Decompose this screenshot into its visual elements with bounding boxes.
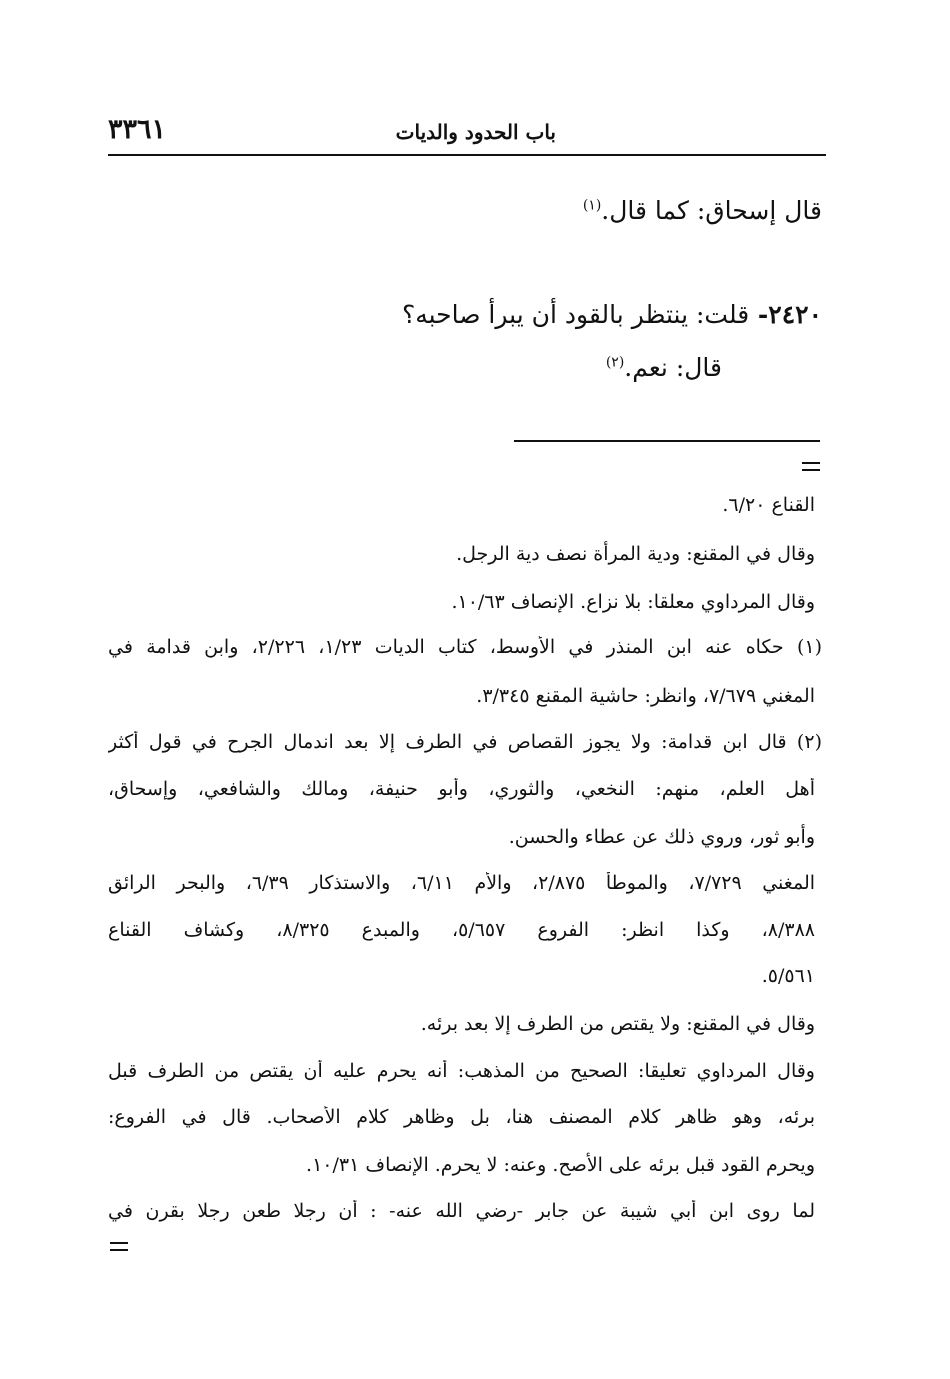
footnote-line: وقال في المقنع: ولا يقتص من الطرف إلا بعد برئه. bbox=[420, 1013, 815, 1035]
footnote-line: لما روى ابن أبي شيبة عن جابر -رضي الله عنه- : أن رجلا طعن رجلا بقرن في bbox=[108, 1200, 815, 1222]
footnote-ref-2: (٢) bbox=[605, 354, 625, 371]
footnote-line: (١) حكاه عنه ابن المنذر في الأوسط، كتاب الديات ١/٢٣، ٢/٢٢٦، وابن قدامة في bbox=[108, 636, 822, 658]
continuation-mark-bottom bbox=[110, 1242, 128, 1251]
footnote-separator bbox=[514, 440, 820, 442]
question-line bbox=[402, 300, 822, 329]
page-number: ٣٣٦١ bbox=[108, 114, 167, 145]
footnote-line: وقال المرداوي معلقا: بلا نزاع. الإنصاف ١٠/٦٣. bbox=[451, 591, 815, 613]
header-rule bbox=[108, 154, 826, 156]
footnote-line: ٥/٥٦١. bbox=[761, 965, 815, 987]
footnote-line: المغني ٧/٦٧٩، وانظر: حاشية المقنع ٣/٣٤٥. bbox=[476, 685, 815, 707]
footnote-line: وأبو ثور، وروي ذلك عن عطاء والحسن. bbox=[508, 826, 815, 848]
question-number: ٢٤٢٠- bbox=[749, 300, 822, 329]
main-line-ishaq bbox=[583, 196, 822, 225]
chapter-title: باب الحدود والديات bbox=[395, 120, 556, 144]
main-line-text: قال إسحاق: كما قال. bbox=[601, 196, 822, 225]
continuation-mark-top bbox=[802, 462, 820, 471]
footnote-ref-1: (١) bbox=[582, 197, 602, 214]
footnote-line: ٨/٣٨٨، وكذا انظر: الفروع ٥/٦٥٧، والمبدع ٨/٣٢٥، وكشاف القناع bbox=[108, 919, 815, 941]
footnote-line: ويحرم القود قبل برئه على الأصح. وعنه: لا يحرم. الإنصاف ١٠/٣١. bbox=[306, 1154, 815, 1176]
footnote-line: وقال المرداوي تعليقا: الصحيح من المذهب: أنه يحرم عليه أن يقتص من الطرف قبل bbox=[108, 1060, 815, 1082]
footnote-line: أهل العلم، منهم: النخعي، والثوري، وأبو حنيفة، ومالك والشافعي، وإسحاق، bbox=[108, 778, 815, 800]
running-header bbox=[108, 112, 826, 152]
footnote-line: (٢) قال ابن قدامة: ولا يجوز القصاص في الطرف إلا بعد اندمال الجرح في قول أكثر bbox=[108, 731, 822, 753]
footnote-line: القناع ٦/٢٠. bbox=[722, 494, 815, 516]
footnote-line: المغني ٧/٧٢٩، والموطأ ٢/٨٧٥، والأم ٦/١١، والاستذكار ٦/٣٩، والبحر الرائق bbox=[108, 872, 815, 894]
answer-text: قال: نعم. bbox=[624, 353, 722, 382]
answer-line bbox=[606, 353, 722, 382]
question-text: قلت: ينتظر بالقود أن يبرأ صاحبه؟ bbox=[401, 300, 750, 329]
footnote-line: برئه، وهو ظاهر كلام المصنف هنا، بل وظاهر كلام الأصحاب. قال في الفروع: bbox=[108, 1106, 815, 1128]
footnote-line: وقال في المقنع: ودية المرأة نصف دية الرجل. bbox=[456, 543, 815, 565]
